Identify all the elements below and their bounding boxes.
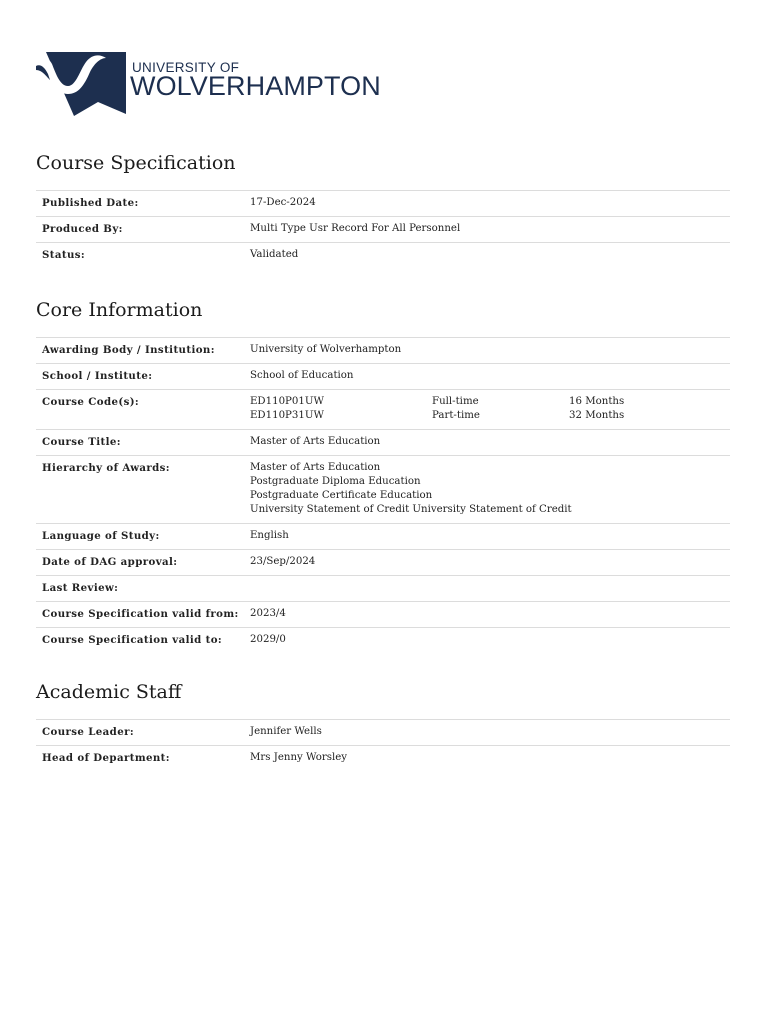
row-value: University of Wolverhampton bbox=[250, 344, 402, 355]
table-row bbox=[36, 430, 730, 456]
academic-staff-heading: Academic Staff bbox=[36, 681, 182, 703]
row-value: Jennifer Wells bbox=[250, 726, 322, 737]
table-row bbox=[36, 390, 730, 430]
study-mode: Part-time bbox=[432, 410, 480, 421]
row-label: Course Code(s): bbox=[42, 396, 140, 408]
row-label: Status: bbox=[42, 249, 86, 261]
academic-staff-section bbox=[36, 677, 730, 771]
row-value: Validated bbox=[250, 249, 299, 260]
row-label: Language of Study: bbox=[42, 530, 160, 542]
course-duration: 16 Months bbox=[569, 396, 625, 407]
table-row bbox=[36, 746, 730, 771]
course-code-line bbox=[250, 395, 730, 409]
row-value: 2023/4 bbox=[250, 608, 286, 619]
academic-staff-table bbox=[36, 719, 730, 771]
table-row bbox=[36, 217, 730, 243]
table-row bbox=[36, 576, 730, 602]
row-label: Course Specification valid from: bbox=[42, 608, 239, 620]
logo-text-university-of: UNIVERSITY OF bbox=[132, 60, 240, 75]
course-specification-table bbox=[36, 190, 730, 268]
course-specification-section bbox=[36, 148, 730, 268]
table-row bbox=[36, 720, 730, 746]
award-item: Postgraduate Certificate Education bbox=[250, 490, 433, 501]
row-value bbox=[250, 581, 730, 595]
course-code-line bbox=[250, 409, 730, 423]
row-label: Awarding Body / Institution: bbox=[42, 344, 215, 356]
table-row bbox=[36, 602, 730, 628]
university-logo bbox=[36, 48, 381, 120]
course-duration: 32 Months bbox=[569, 410, 625, 421]
row-label: Last Review: bbox=[42, 582, 119, 594]
row-label: School / Institute: bbox=[42, 370, 153, 382]
core-information-section bbox=[36, 295, 730, 653]
hierarchy-value bbox=[250, 461, 730, 517]
table-row bbox=[36, 628, 730, 653]
course-code: ED110P01UW bbox=[250, 396, 324, 407]
table-row bbox=[36, 550, 730, 576]
row-value: Multi Type Usr Record For All Personnel bbox=[250, 223, 461, 234]
award-item: Postgraduate Diploma Education bbox=[250, 476, 421, 487]
core-information-table bbox=[36, 337, 730, 653]
row-value: 2029/0 bbox=[250, 634, 286, 645]
university-crest-icon bbox=[36, 48, 128, 120]
award-item: Master of Arts Education bbox=[250, 462, 381, 473]
row-label: Course Leader: bbox=[42, 726, 135, 738]
row-label: Published Date: bbox=[42, 197, 139, 209]
row-label: Date of DAG approval: bbox=[42, 556, 178, 568]
row-label: Course Title: bbox=[42, 436, 121, 448]
table-row bbox=[36, 456, 730, 524]
table-row bbox=[36, 364, 730, 390]
table-row bbox=[36, 524, 730, 550]
row-value: 23/Sep/2024 bbox=[250, 556, 316, 567]
row-value: School of Education bbox=[250, 370, 354, 381]
study-mode: Full-time bbox=[432, 396, 479, 407]
row-value: Mrs Jenny Worsley bbox=[250, 752, 348, 763]
core-information-heading: Core Information bbox=[36, 299, 203, 321]
row-value: Master of Arts Education bbox=[250, 436, 381, 447]
row-value: English bbox=[250, 530, 289, 541]
table-row bbox=[36, 243, 730, 268]
course-specification-heading: Course Specification bbox=[36, 152, 236, 174]
row-value: 17-Dec-2024 bbox=[250, 197, 316, 208]
award-item: University Statement of Credit University Statement of Credit bbox=[250, 504, 572, 515]
row-label: Course Specification valid to: bbox=[42, 634, 223, 646]
course-code: ED110P31UW bbox=[250, 410, 324, 421]
table-row bbox=[36, 338, 730, 364]
row-label: Produced By: bbox=[42, 223, 123, 235]
table-row bbox=[36, 191, 730, 217]
row-label: Hierarchy of Awards: bbox=[42, 462, 170, 474]
course-codes-value bbox=[250, 395, 730, 423]
logo-text-wolverhampton: WOLVERHAMPTON bbox=[130, 71, 381, 101]
row-label: Head of Department: bbox=[42, 752, 170, 764]
